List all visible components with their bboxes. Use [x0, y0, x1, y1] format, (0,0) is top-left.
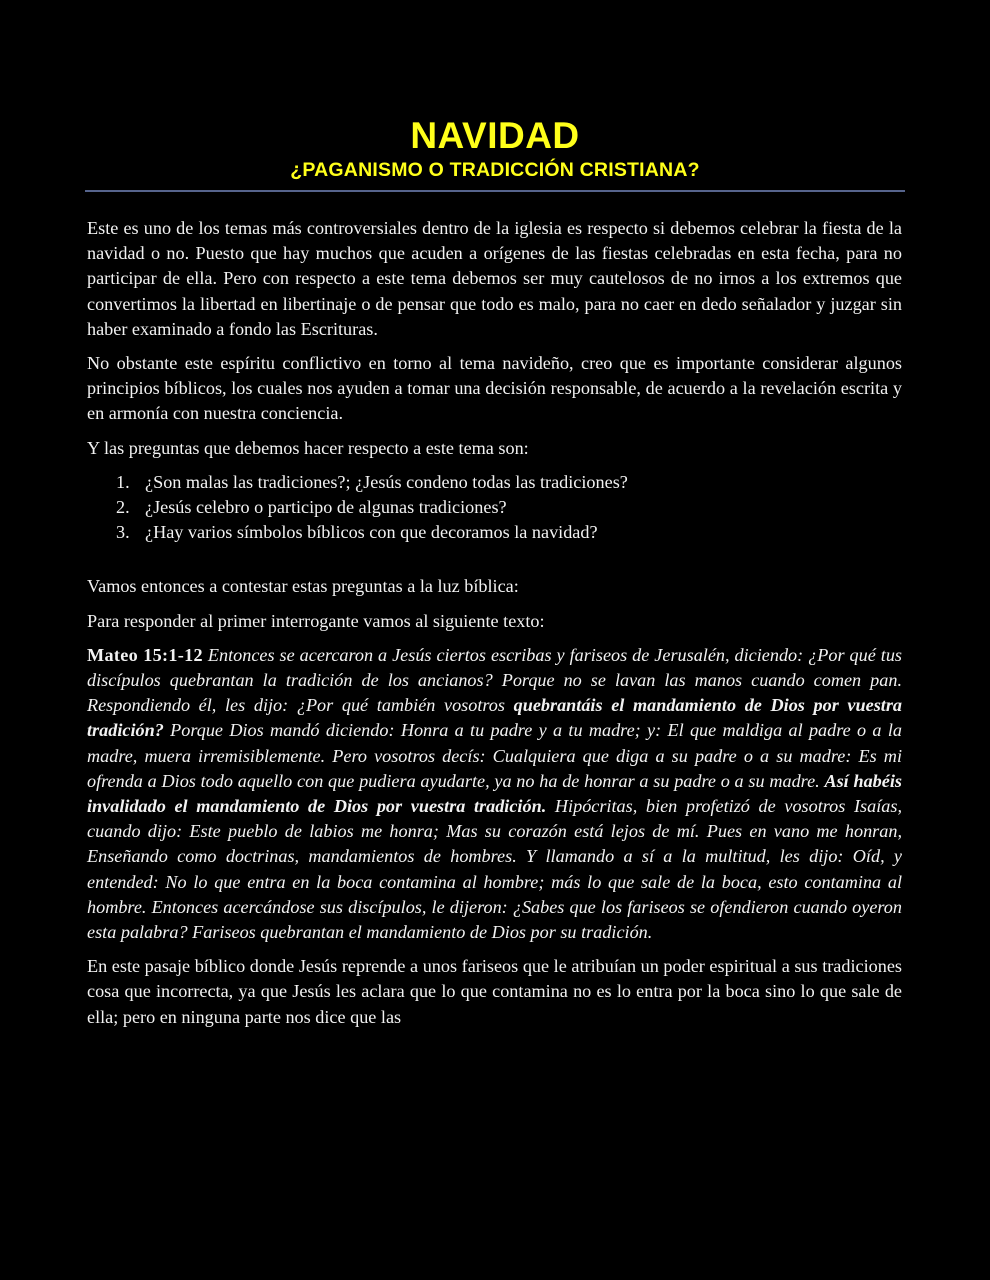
verse-emphasis-2: Así habéis invalidado el mandamiento de Dios por vuestra tradición. — [87, 770, 902, 817]
list-number: 2. — [116, 497, 130, 518]
header-divider — [85, 190, 905, 192]
paragraph-answer-intro: Vamos entonces a contestar estas preguntas a la luz bíblica: — [87, 576, 519, 597]
paragraph-commentary: En este pasaje bíblico donde Jesús reprende a unos fariseos que le atribuían un poder espiritual a sus tradiciones cosa que incorrecta, ya que Jesús les aclara que lo que contamina no es lo entra por la boca sino lo que sale de ella; pero en ninguna parte nos dice que las — [87, 956, 902, 1027]
paragraph-intro: Este es uno de los temas más controversiales dentro de la iglesia es respecto si debemos celebrar la fiesta de la navidad o no. Puesto que hay muchos que acuden a orígenes de las fiestas celebradas en esta fecha, para no participar de ella. Pero con respecto a este tema debemos ser muy cautelosos de no irnos a los extremos que convertimos la libertad en libertinaje o de pensar que todo es malo, para no caer en dedo señalador y juzgar sin haber examinado a fondo las Escrituras. — [87, 218, 902, 339]
verse-text-part-2: Porque Dios mandó diciendo: Honra a tu padre y a tu madre; y: El que maldiga al padre o a la madre, muera irremisiblemente. Pero vosotros decís: Cualquiera que diga a su padre o a su madre: Es mi ofrenda a Dios todo aquello con que pudiera ayudarte, ya no ha de honrar a su padre o a su madre. — [87, 720, 902, 791]
questions-list — [87, 470, 902, 546]
paragraph-first-question: Para responder al primer interrogante vamos al siguiente texto: — [87, 610, 545, 631]
page-title: NAVIDAD — [410, 115, 580, 156]
page-subtitle: ¿PAGANISMO O TRADICCIÓN CRISTIANA? — [290, 159, 700, 181]
verse-text-part-3: Hipócritas, bien profetizó de vosotros Isaías, cuando dijo: Este pueblo de labios me honra; Mas su corazón está lejos de mí. Pues en vano me honran, Enseñando como doctrinas, mandamientos de hombres. Y llamando a sí a la multitud, les dijo: Oíd, y entended: No lo que entra en la boca contamina al hombre; más lo que sale de la boca, esto contamina al hombre. Entonces acercándose sus discípulos, le dijeron: ¿Sabes que los fariseos se ofendieron cuando oyeron esta palabra? Fariseos quebrantan el mandamiento de Dios por su tradición. — [87, 796, 902, 943]
list-text: ¿Son malas las tradiciones?; ¿Jesús condeno todas las tradiciones? — [145, 471, 628, 492]
list-item — [116, 520, 902, 545]
document-header — [85, 116, 905, 182]
list-item — [116, 495, 902, 520]
list-text: ¿Hay varios símbolos bíblicos con que decoramos la navidad? — [145, 522, 598, 543]
spacer — [87, 545, 902, 574]
verse-emphasis-1: quebrantáis el mandamiento de Dios por vuestra tradición? — [87, 695, 902, 741]
verse-reference: Mateo 15:1-12 — [87, 644, 203, 665]
verse-text-part-1: Entonces se acercaron a Jesús ciertos escribas y fariseos de Jerusalén, diciendo: ¿Por qué tus discípulos quebrantan la tradición de los ancianos? Porque no se lavan las manos cuando comen pan. Respondiendo él, les dijo: ¿Por qué también vosotros — [87, 644, 902, 716]
list-item — [116, 470, 902, 495]
list-text: ¿Jesús celebro o participo de algunas tradiciones? — [145, 497, 507, 518]
paragraph-questions-intro: Y las preguntas que debemos hacer respecto a este tema son: — [87, 437, 529, 458]
bible-verse-quote — [87, 643, 902, 945]
list-number: 1. — [116, 471, 130, 492]
paragraph-principles: No obstante este espíritu conflictivo en torno al tema navideño, creo que es importante considerar algunos principios bíblicos, los cuales nos ayuden a tomar una decisión responsable, de acuerdo a la revelación escrita y en armonía con nuestra conciencia. — [87, 353, 902, 424]
list-number: 3. — [116, 522, 130, 543]
document-body — [87, 216, 902, 1039]
